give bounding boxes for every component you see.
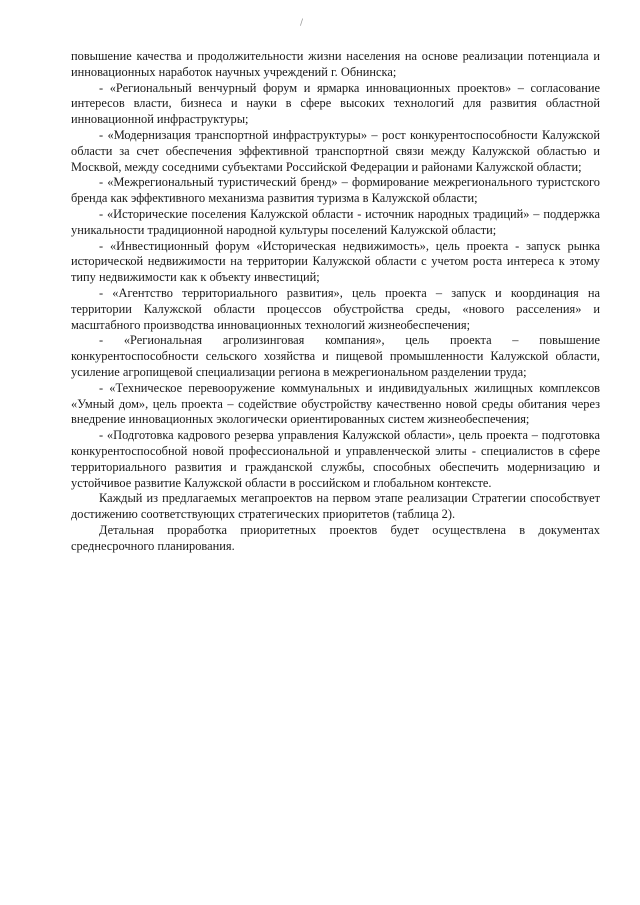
document-page bbox=[71, 49, 600, 555]
paragraph-detailed-planning: Детальная проработка приоритетных проектов будет осуществлена в документах среднесрочного планирования. bbox=[71, 522, 600, 553]
list-item-transport-modernization: - «Модернизация транспортной инфраструктуры» – рост конкурентоспособности Калужской области за счет обеспечения эффективной транспортной связи между Калужской областью и Москвой, между соседними субъектами Российской Федерации и районами Калужской области; bbox=[71, 127, 600, 174]
paragraph-continuation: повышение качества и продолжительности жизни населения на основе реализации потенциала и инновационных наработок научных учреждений г. Обнинска; bbox=[71, 49, 600, 79]
scan-mark: / bbox=[300, 18, 304, 28]
list-item-development-agency: - «Агентство территориального развития», цель проекта – запуск и координация на территории Калужской области процессов обустройства среды, «нового расселения» и масштабного производства инновационных технологий жизнеобеспечения; bbox=[71, 285, 600, 332]
list-item-venture-forum: - «Региональный венчурный форум и ярмарка инновационных проектов» – согласование интересов власти, бизнеса и науки в сфере высоких технологий для развития областной инновационной инфраструктуры; bbox=[71, 80, 600, 127]
list-item-smart-home: - «Техническое перевооружение коммунальных и индивидуальных жилищных комплексов «Умный дом», цель проекта – содействие обустройству качественно новой среды обитания через внедрение инновационных экологически ориентированных систем жизнеобеспечения; bbox=[71, 380, 600, 427]
list-item-historic-settlements: - «Исторические поселения Калужской области - источник народных традиций» – поддержка уникальности традиционной народной культуры поселений Калужской области; bbox=[71, 206, 600, 237]
list-item-tourism-brand: - «Межрегиональный туристический бренд» – формирование межрегионального туристского бренда как эффективного механизма развития туризма в Калужской области; bbox=[71, 175, 600, 206]
list-item-agroleasing-company: - «Региональная агролизинговая компания», цель проекта – повышение конкурентоспособности сельского хозяйства и пищевой промышленности Калужской области, усиление агропищевой специализации региона в межрегиональном разделении труда; bbox=[71, 333, 600, 379]
list-item-personnel-reserve: - «Подготовка кадрового резерва управления Калужской области», цель проекта – подготовка конкурентоспособной новой профессиональной и управленческой элиты - специалистов в сфере территориального развития и гражданской службы, способных обеспечить модернизацию и устойчивое развитие Калужской области в российском и глобальном контексте. bbox=[71, 428, 600, 490]
list-item-investment-forum: - «Инвестиционный форум «Историческая недвижимость», цель проекта - запуск рынка исторической недвижимости на территории Калужской области с учетом роста интереса к этому типу недвижимости как к объекту инвестиций; bbox=[71, 238, 600, 285]
paragraph-megaprojects: Каждый из предлагаемых мегапроектов на первом этапе реализации Стратегии способствует достижению соответствующих стратегических приоритетов (таблица 2). bbox=[71, 491, 600, 522]
